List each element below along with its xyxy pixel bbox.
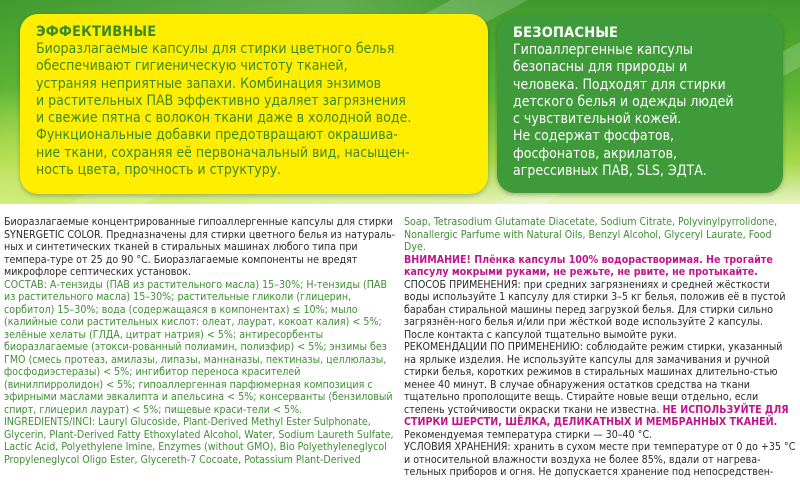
warning-text: ВНИМАНИЕ! Плёнка капсулы 100% водорастворимая. Не трогайте капсулу мокрыми руками, не режьте, не рвите, не протыкайте. bbox=[404, 253, 773, 278]
effective-card bbox=[20, 14, 488, 194]
left-text-column bbox=[4, 216, 396, 488]
right-text-column bbox=[404, 216, 796, 488]
composition-text: СОСТАВ: А-тензиды (ПАВ из растительного масла) 15–30%; Н-тензиды (ПАВ из растительного масла) 15–30%; растительные гликоли (глицерин, сорбитол) 15–30%; вода (содержащаяся в компонентах) ≤ 10%; мыло (калийные соли растительных кислот: олеат, лаурат, кокоат калия) < 5%; зелёные хелаты (ГЛДА, цитрат натрия) < 5%; антиресорбенты биоразлагаемые (этокси-рованный полиамин, полиэфир) < 5%; энзимы без ГМО (смесь протеаз, амилазы, липазы, маннаназы, пектиназы, целлюлазы, фосфодиэстеразы) < 5%; ингибитор переноса красителей (винилпирролидон) < 5%; гипоаллергенная парфюмерная композиция с эфирными маслами эвкалипта и апельсина < 5%; консерванты (бензиловый спирт, глицерил лаурат) < 5%; пищевые краси-тели < 5%. bbox=[4, 278, 393, 416]
usage-instructions: СПОСОБ ПРИМЕНЕНИЯ: при средних загрязнениях и средней жёсткости воды используйте 1 капсулу для стирки 3–5 кг белья, положив её в пустой барабан стиральной машины перед загрузкой белья. Для стирки сильно загрязнён-ного белья и/или при жёсткой воде используйте 2 капсулы. После контакта с капсулой тщательно вымойте руки. bbox=[404, 278, 786, 341]
safe-card-text: Гипоаллергенные капсулы безопасны для природы и человека. Подходят для стирки детского белья и одежды людей с чувствительной кожей. Не содержат фосфатов, фосфонатов, акрилатов, агрессивных ПАВ, SLS, ЭДТА. bbox=[513, 42, 734, 180]
header-banner bbox=[0, 0, 800, 204]
safe-card-title: БЕЗОПАСНЫЕ bbox=[513, 25, 619, 41]
inci-ingredients: INGREDIENTS/INCI: Lauryl Glucoside, Plant-Derived Methyl Ester Sulphonate, Glycerin, Plant-Derived Fatty Ethoxylated Alcohol, Water, Sodium Laureth Sulfate, Lactic Acid, Polyethylene Imine, Enzymes (without GMO), Bio Polyethyleneglycol Propyleneglycol Oligo Ester, Glycereth-7 Cocoate, Potassium Plant-Derived bbox=[4, 416, 394, 466]
effective-card-text: Биоразлагаемые капсулы для стирки цветного белья обеспечивают гигиеническую чистоту тканей, устраняя неприятные запахи. Комбинация энзимов и растительных ПАВ эффективно удаляет загрязнения и свежие пятна с волокон ткани даже в холодной воде. Функциональные добавки предотвращают окрашива- ние ткани, сохраняя её первоначальный вид, насыщен- ность цвета, прочность и структуру. bbox=[36, 41, 412, 179]
storage-conditions: УСЛОВИЯ ХРАНЕНИЯ: хранить в сухом месте при температуре от 0 до +35 °С и относительной влажности воздуха не более 85%, вдали от нагрева-тельных приборов и огня. Не допускается хранение под непосредствен- bbox=[404, 441, 796, 478]
inci-ingredients-continued: Soap, Tetrasodium Glutamate Diacetate, Sodium Citrate, Polyvinylpyrrolidone, Nonallergic Parfume with Natural Oils, Benzyl Alcohol, Glyceryl Laurate, Food Dye. bbox=[404, 216, 778, 253]
product-description: Биоразлагаемые концентрированные гипоаллергенные капсулы для стирки SYNERGETIC COLOR. Предназначены для стирки цветного белья из натураль-ных и синтетических тканей в стиральных машинах любого типа при темпера-туре от 25 до 90 °С. Биоразлагаемые компоненты не вредят микрофлоре септических установок. bbox=[4, 216, 396, 278]
recommendations-warning: НЕ ИСПОЛЬЗУЙТЕ ДЛЯ СТИРКИ ШЕРСТИ, ШЁЛКА, ДЕЛИКАТНЫХ И МЕМБРАННЫХ ТКАНЕЙ. bbox=[404, 403, 789, 428]
safe-card bbox=[497, 15, 783, 193]
usage-recommendations bbox=[404, 341, 796, 441]
recommended-temperature: Рекомендуемая температура стирки — 30–40 °С. bbox=[404, 428, 653, 441]
effective-card-title: ЭФФЕКТИВНЫЕ bbox=[36, 24, 157, 40]
recommendations-text: РЕКОМЕНДАЦИИ ПО ПРИМЕНЕНИЮ: соблюдайте режим стирки, указанный на ярлыке изделия. Не используйте капсулы для замачивания и ручной стирки белья, коротких режимов в стиральных машинах длительно-стью менее 40 минут. В случае обнаружения остатков средства на ткани тщательно прополощите вещь. Стирайте новые вещи отдельно, если степень устойчивости окраски ткани не известна. bbox=[404, 341, 783, 416]
